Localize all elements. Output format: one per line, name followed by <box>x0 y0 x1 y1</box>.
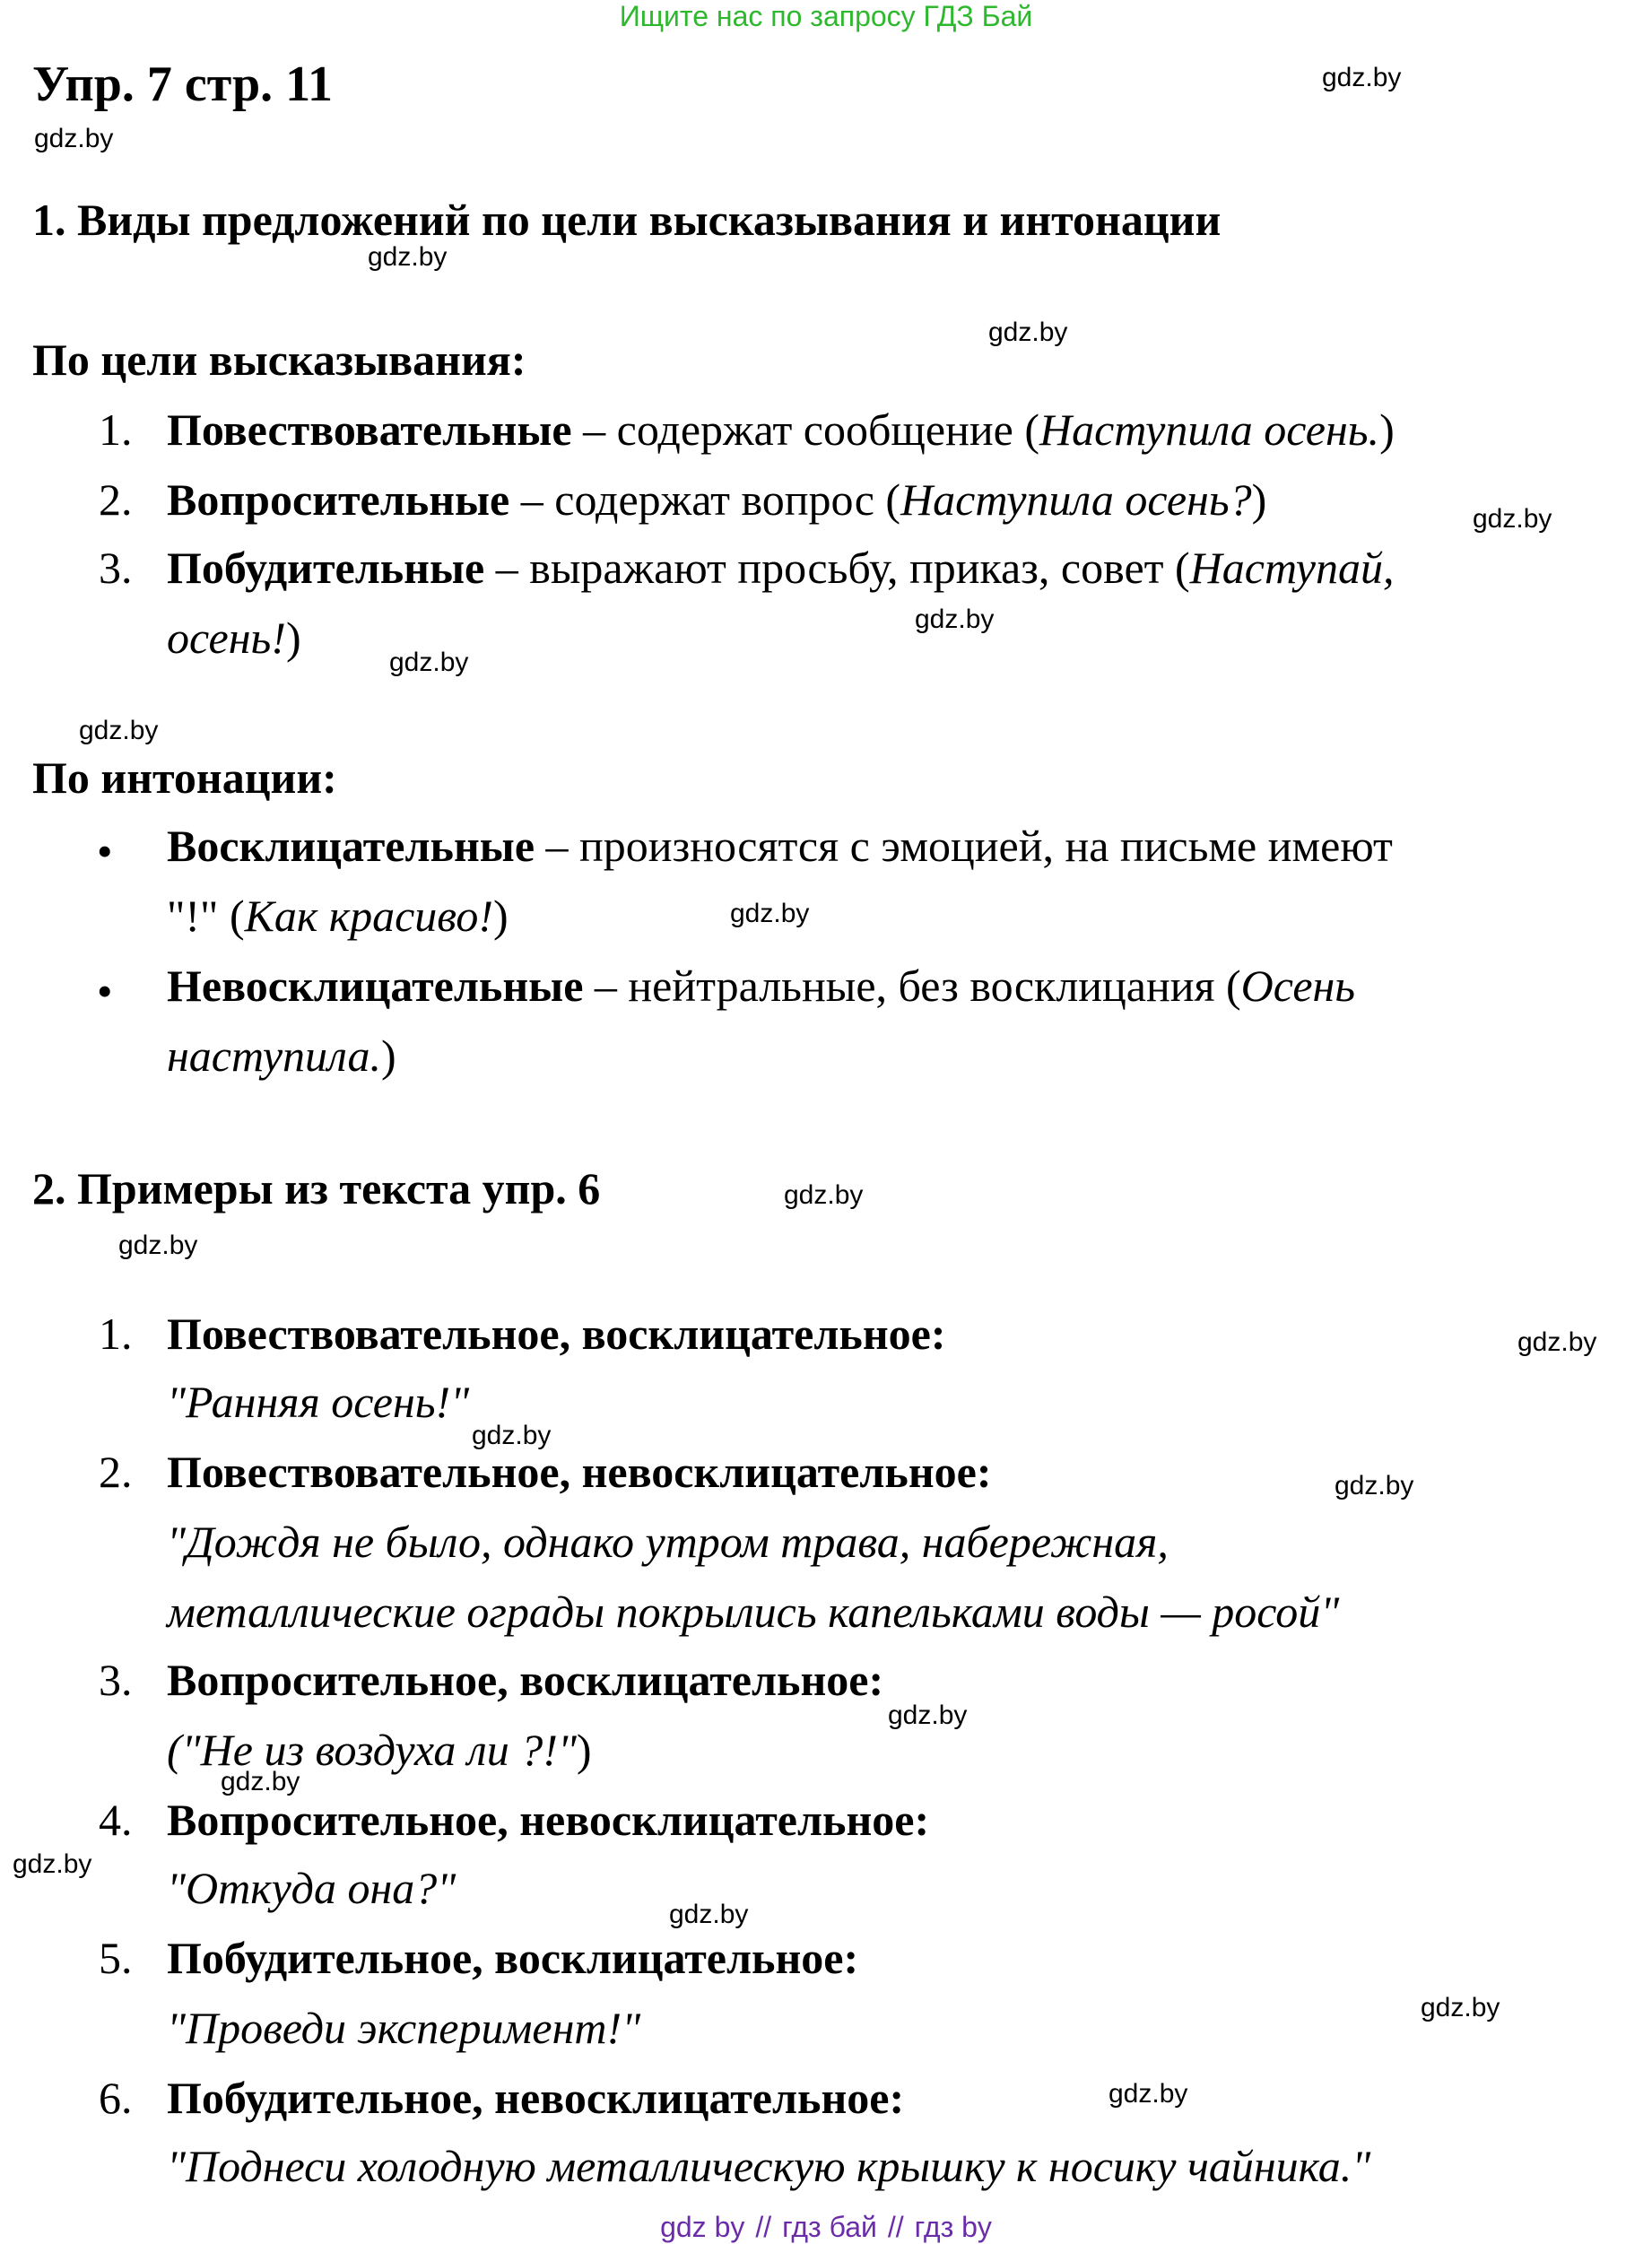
purpose-num-3: 3. <box>99 543 133 593</box>
example-quote-5-text: "Проведи эксперимент!" <box>167 2003 641 2053</box>
watermark: gdz.by <box>730 899 810 928</box>
example-label-5-text: Побудительное, восклицательное: <box>167 1933 859 1983</box>
purpose-heading: По цели высказывания: <box>32 335 526 385</box>
section2-title: 2. Примеры из текста упр. 6 <box>32 1163 601 1213</box>
purpose-term-2: Вопросительные <box>167 474 510 525</box>
intonation-desc-1b: "!" ( <box>167 891 245 941</box>
example-num-3: 3. <box>99 1655 133 1705</box>
example-label-3 <box>167 1654 883 1706</box>
intonation-item-2 <box>167 960 1355 1012</box>
purpose-close-3: ) <box>285 613 301 663</box>
bullet-1: • <box>97 826 113 876</box>
intonation-example-2b: наступила. <box>167 1031 381 1081</box>
example-quote-2b-text: металлические ограды покрылись капельками воды — росой" <box>167 1587 1340 1637</box>
purpose-desc-3: – выражают просьбу, приказ, совет ( <box>484 543 1190 593</box>
page-title: Упр. 7 стр. 11 <box>32 57 334 112</box>
purpose-desc-2: – содержат вопрос ( <box>509 474 901 525</box>
watermark: gdz.by <box>79 716 159 745</box>
intonation-term-1: Восклицательные <box>167 821 535 871</box>
section1-title: 1. Виды предложений по цели высказывания и интонации <box>32 195 1222 245</box>
purpose-item-3 <box>167 542 1395 594</box>
intonation-desc-2: – нейтральные, без восклицания ( <box>583 961 1241 1011</box>
example-quote-4-text: "Откуда она?" <box>167 1863 456 1913</box>
watermark: gdz.by <box>888 1700 968 1730</box>
example-label-6 <box>167 2072 904 2124</box>
example-label-6-text: Побудительное, невосклицательное: <box>167 2073 905 2123</box>
purpose-item-1 <box>167 404 1395 456</box>
watermark: gdz.by <box>988 317 1068 347</box>
intonation-desc-1: – произносятся с эмоцией, на письме имеют <box>535 821 1393 871</box>
intonation-heading: По интонации: <box>32 752 337 803</box>
footer-link-gdz-by-cyr[interactable]: гдз by <box>914 2211 992 2243</box>
example-num-1: 1. <box>99 1309 133 1359</box>
intonation-close-1: ) <box>493 891 509 941</box>
example-quote-2a-text: "Дождя не было, однако утром трава, набережная, <box>167 1517 1169 1567</box>
intonation-term-2: Невосклицательные <box>167 961 584 1011</box>
intonation-item-1 <box>167 820 1393 872</box>
purpose-term-3: Побудительные <box>167 543 485 593</box>
example-num-2: 2. <box>99 1447 133 1497</box>
watermark: gdz.by <box>784 1180 864 1210</box>
footer-links <box>0 2211 1652 2244</box>
footer-link-gdz-bai[interactable]: гдз бай <box>782 2211 877 2243</box>
example-quote-3-text: ("Не из воздуха ли ?!" <box>167 1725 577 1775</box>
watermark: gdz.by <box>472 1421 552 1450</box>
purpose-close-1: ) <box>1379 404 1395 455</box>
purpose-example-3: Наступай, <box>1189 543 1395 593</box>
example-quote-2a <box>167 1516 1169 1568</box>
example-quote-4 <box>167 1862 456 1914</box>
watermark: gdz.by <box>915 604 995 634</box>
footer-link-gdz-by[interactable]: gdz by <box>660 2211 745 2243</box>
intonation-example-2: Осень <box>1240 961 1356 1011</box>
purpose-item-2 <box>167 474 1266 526</box>
watermark: gdz.by <box>1517 1327 1597 1357</box>
example-num-4: 4. <box>99 1795 133 1845</box>
example-num-6: 6. <box>99 2073 133 2123</box>
example-quote-1-text: "Ранняя осень!" <box>167 1377 470 1427</box>
example-label-1 <box>167 1308 946 1360</box>
intonation-item-2-cont <box>167 1030 396 1082</box>
example-quote-5 <box>167 2002 640 2054</box>
example-quote-6-text: "Поднеси холодную металлическую крышку к носику чайника." <box>167 2141 1371 2191</box>
example-label-4 <box>167 1794 929 1846</box>
purpose-item-3-cont <box>167 612 301 664</box>
watermark: gdz.by <box>669 1900 749 1929</box>
example-label-2 <box>167 1446 992 1498</box>
watermark: gdz.by <box>1421 1993 1500 2022</box>
example-quote-3-close: ) <box>576 1725 592 1775</box>
watermark: gdz.by <box>368 242 448 272</box>
watermark: gdz.by <box>221 1767 300 1796</box>
purpose-term-1: Повествовательные <box>167 404 572 455</box>
watermark: gdz.by <box>1473 504 1552 534</box>
watermark: gdz.by <box>1322 63 1402 92</box>
watermark: gdz.by <box>1109 2079 1188 2109</box>
purpose-desc-1: – содержат сообщение ( <box>571 404 1039 455</box>
example-quote-1 <box>167 1376 469 1428</box>
purpose-num-1: 1. <box>99 404 133 455</box>
purpose-example-3b: осень! <box>167 613 286 663</box>
top-banner[interactable]: Ищите нас по запросу ГДЗ Бай <box>619 0 1033 32</box>
example-quote-2b <box>167 1586 1339 1638</box>
watermark: gdz.by <box>389 648 469 677</box>
purpose-close-2: ) <box>1251 474 1267 525</box>
footer-separator: // <box>887 2211 904 2243</box>
purpose-example-2: Наступила осень? <box>900 474 1252 525</box>
watermark: gdz.by <box>118 1231 198 1260</box>
intonation-item-1-cont <box>167 890 509 942</box>
watermark: gdz.by <box>13 1849 92 1879</box>
watermark: gdz.by <box>1335 1471 1414 1500</box>
example-label-4-text: Вопросительное, невосклицательное: <box>167 1795 930 1845</box>
example-quote-6 <box>167 2140 1370 2192</box>
example-label-2-text: Повествовательное, невосклицательное: <box>167 1447 992 1497</box>
example-label-1-text: Повествовательное, восклицательное: <box>167 1309 946 1359</box>
purpose-example-1: Наступила осень. <box>1039 404 1380 455</box>
example-num-5: 5. <box>99 1933 133 1983</box>
purpose-num-2: 2. <box>99 474 133 525</box>
example-label-5 <box>167 1932 858 1984</box>
intonation-example-1: Как красиво! <box>244 891 493 941</box>
example-label-3-text: Вопросительное, восклицательное: <box>167 1655 884 1705</box>
intonation-close-2: ) <box>380 1031 396 1081</box>
footer-separator: // <box>755 2211 772 2243</box>
watermark: gdz.by <box>34 124 114 153</box>
bullet-2: • <box>97 966 113 1016</box>
